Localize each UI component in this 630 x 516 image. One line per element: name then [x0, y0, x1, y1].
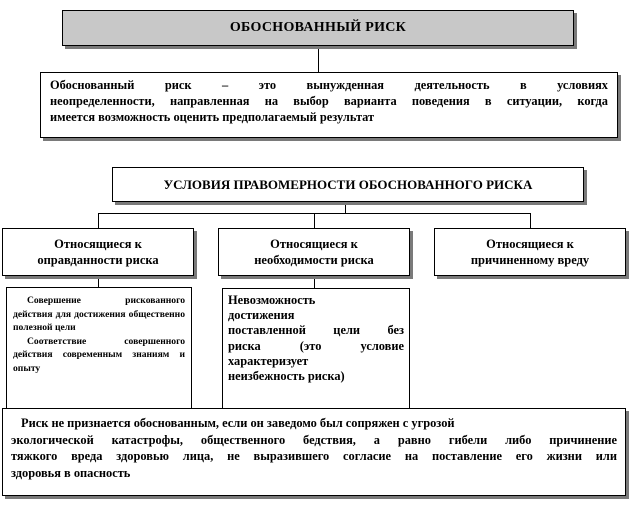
necessity-line-4: риска (это условие: [228, 338, 404, 353]
category-justification-line-2: оправданности риска: [37, 253, 159, 267]
connector-to-harm: [530, 213, 531, 228]
connector-necessity-detail: [314, 276, 315, 288]
note-line-3: тяжкого вреда здоровью лица, не выразившего согласие на поставление его жизни или: [11, 449, 617, 464]
necessity-line-2: достижения: [228, 308, 295, 323]
necessity-line-6: неизбежность риска): [228, 369, 345, 384]
note-line-1: Риск не признается обоснованным, если он заведомо был сопряжен с угрозой: [21, 416, 455, 430]
necessity-line-1: Невозможность: [228, 293, 316, 307]
note-line-4: здоровья в опасность: [11, 465, 131, 480]
note-box: [2, 408, 626, 496]
necessity-detail-box: [222, 288, 410, 410]
conditions-title-box: [112, 167, 584, 202]
category-justification: [2, 228, 194, 276]
category-harm: [434, 228, 626, 276]
justification-detail-box: [6, 287, 192, 409]
definition-term: Обоснованный риск: [50, 78, 192, 92]
category-harm-line-2: причиненному вреду: [470, 253, 590, 267]
conditions-title: УСЛОВИЯ ПРАВОМЕРНОСТИ ОБОСНОВАННОГО РИСКА: [163, 176, 533, 192]
category-necessity: [218, 228, 410, 276]
category-justification-line-1: Относящиеся к: [54, 237, 142, 251]
connector-title-definition: [318, 46, 319, 72]
category-harm-line-1: Относящиеся к: [486, 237, 574, 251]
justification-item-1: Совершение рискованного действия для достижения общественно полезной цели: [13, 295, 185, 333]
definition-line-1: [50, 77, 608, 93]
definition-line-3: имеется возможность оценить предполагаемый результат: [50, 110, 375, 124]
connector-to-necessity: [314, 213, 315, 228]
definition-line-1-rest: – это вынужденная деятельность в условиях: [191, 78, 608, 92]
connector-justification-detail: [98, 276, 99, 287]
category-necessity-line-2: необходимости риска: [254, 253, 374, 267]
justification-item-2: Соответствие совершенного действия современным знаниям и опыту: [13, 335, 185, 374]
page-title: [62, 10, 574, 46]
connector-conditions-down: [345, 202, 346, 213]
connector-to-justification: [98, 213, 99, 228]
page-title-text: ОБОСНОВАННЫЙ РИСК: [229, 20, 407, 35]
necessity-line-3: поставленной цели без: [228, 323, 404, 338]
definition-line-2: неопределенности, направленная на выбор варианта поведения в ситуации, когда: [50, 94, 608, 108]
category-necessity-line-1: Относящиеся к: [270, 237, 358, 251]
note-line-2: экологической катастрофы, общественного бедствия, а равно гибели либо причинение: [11, 432, 617, 447]
definition-box: [40, 72, 618, 138]
necessity-line-5: характеризует: [228, 353, 309, 368]
